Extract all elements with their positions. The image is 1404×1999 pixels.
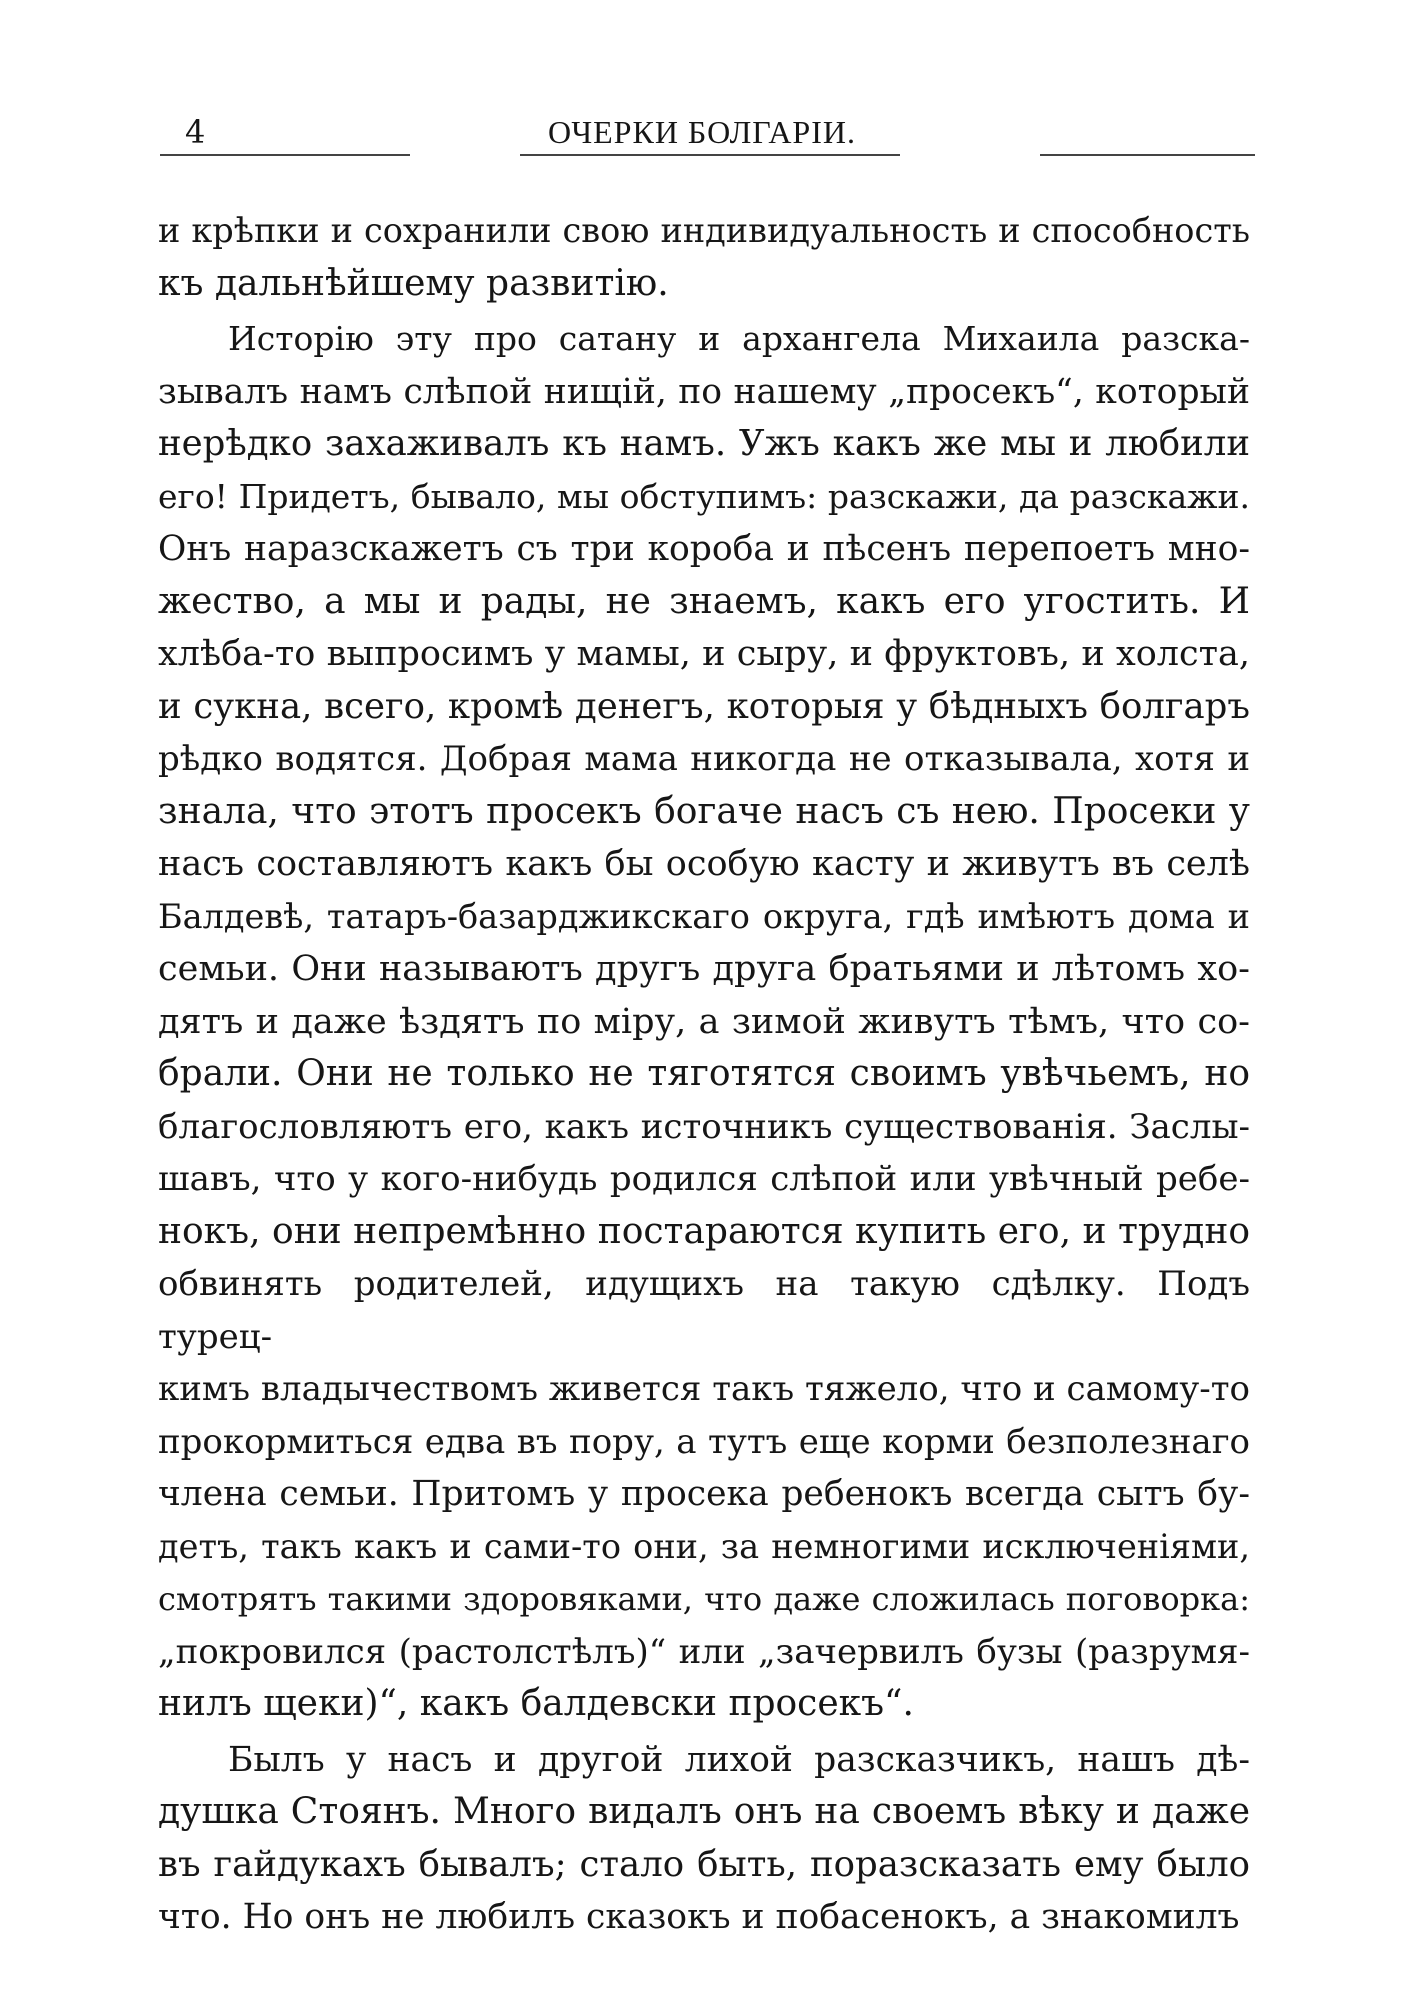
text-line: „покровился (растолстѣлъ)“ или „зачервилъ бузы (разрумя- xyxy=(158,1631,1250,1672)
paragraph xyxy=(158,1734,1250,1944)
text-line: Былъ у насъ и другой лихой разсказчикъ, нашъ дѣ- xyxy=(228,1739,1250,1780)
text-line: нилъ щеки)“, какъ балдевски просекъ“. xyxy=(158,1683,914,1724)
text-line: Исторію эту про сатану и архангела Михаила разска- xyxy=(228,319,1250,358)
paragraph xyxy=(158,205,1250,310)
text-line: детъ, такъ какъ и сами-то они, за немногими исключеніями, xyxy=(158,1526,1250,1566)
text-line: въ гайдукахъ бывалъ; стало быть, поразсказать ему было xyxy=(158,1843,1250,1885)
body-text xyxy=(158,205,1250,1947)
text-line: душка Стоянъ. Много видалъ онъ на своемъ вѣку и даже xyxy=(158,1791,1250,1832)
text-line: что. Но онъ не любилъ сказокъ и побасенокъ, а знакомилъ xyxy=(158,1897,1240,1937)
text-line: знала, что этотъ просекъ богаче насъ съ нею. Просеки у xyxy=(158,790,1250,832)
text-line: зывалъ намъ слѣпой нищій, по нашему „просекъ“, который xyxy=(158,371,1250,412)
text-line: смотрятъ такими здоровяками, что даже сложилась поговорка: xyxy=(158,1580,1250,1618)
text-line: его! Придетъ, бывало, мы обступимъ: разскажи, да разскажи. xyxy=(158,476,1250,516)
text-line: члена семьи. Притомъ у просека ребенокъ всегда сытъ бу- xyxy=(158,1474,1250,1514)
text-line: семьи. Они называютъ другъ друга братьями и лѣтомъ хо- xyxy=(158,949,1250,989)
text-line: рѣдко водятся. Добрая мама никогда не отказывала, хотя и xyxy=(158,739,1250,779)
text-line: жество, а мы и рады, не знаемъ, какъ его угостить. И xyxy=(158,580,1250,622)
header-rule xyxy=(520,154,900,156)
text-line: Балдевѣ, татаръ-базарджикскаго округа, гдѣ имѣютъ дома и xyxy=(158,896,1250,936)
text-line: брали. Они не только не тяготятся своимъ увѣчьемъ, но xyxy=(158,1053,1250,1094)
text-line: обвинять родителей, идущихъ на такую сдѣлку. Подъ турец- xyxy=(158,1264,1250,1357)
text-line: благословляютъ его, какъ источникъ существованія. Заслы- xyxy=(158,1106,1250,1147)
page-header xyxy=(0,0,1404,170)
text-line: Онъ наразскажетъ съ три короба и пѣсенъ перепоетъ мно- xyxy=(158,529,1250,569)
text-line: къ дальнѣйшему развитію. xyxy=(158,262,669,304)
text-line: шавъ, что у кого-нибудь родился слѣпой или увѣчный ребе- xyxy=(158,1159,1250,1199)
paragraph xyxy=(158,313,1250,1731)
text-line: дятъ и даже ѣздятъ по міру, а зимой живутъ тѣмъ, что со- xyxy=(158,1001,1250,1042)
text-line: и крѣпки и сохранили свою индивидуальность и способность xyxy=(158,211,1250,250)
text-line: нокъ, они непремѣнно постараются купить его, и трудно xyxy=(158,1210,1250,1252)
running-title: ОЧЕРКИ БОЛГАРІИ. xyxy=(548,114,856,150)
header-rule xyxy=(1040,154,1255,156)
text-line: хлѣба-то выпросимъ у мамы, и сыру, и фруктовъ, и холста, xyxy=(158,634,1250,674)
page-number: 4 xyxy=(185,113,206,151)
text-line: нерѣдко захаживалъ къ намъ. Ужъ какъ же мы и любили xyxy=(158,423,1250,464)
text-line: прокормиться едва въ пору, а тутъ еще корми безполезнаго xyxy=(158,1421,1250,1462)
text-line: насъ составляютъ какъ бы особую касту и живутъ въ селѣ xyxy=(158,844,1250,884)
header-rule xyxy=(160,154,410,156)
text-line: и сукна, всего, кромѣ денегъ, которыя у бѣдныхъ болгаръ xyxy=(158,685,1250,727)
text-line: кимъ владычествомъ живется такъ тяжело, что и самому-то xyxy=(158,1369,1250,1409)
